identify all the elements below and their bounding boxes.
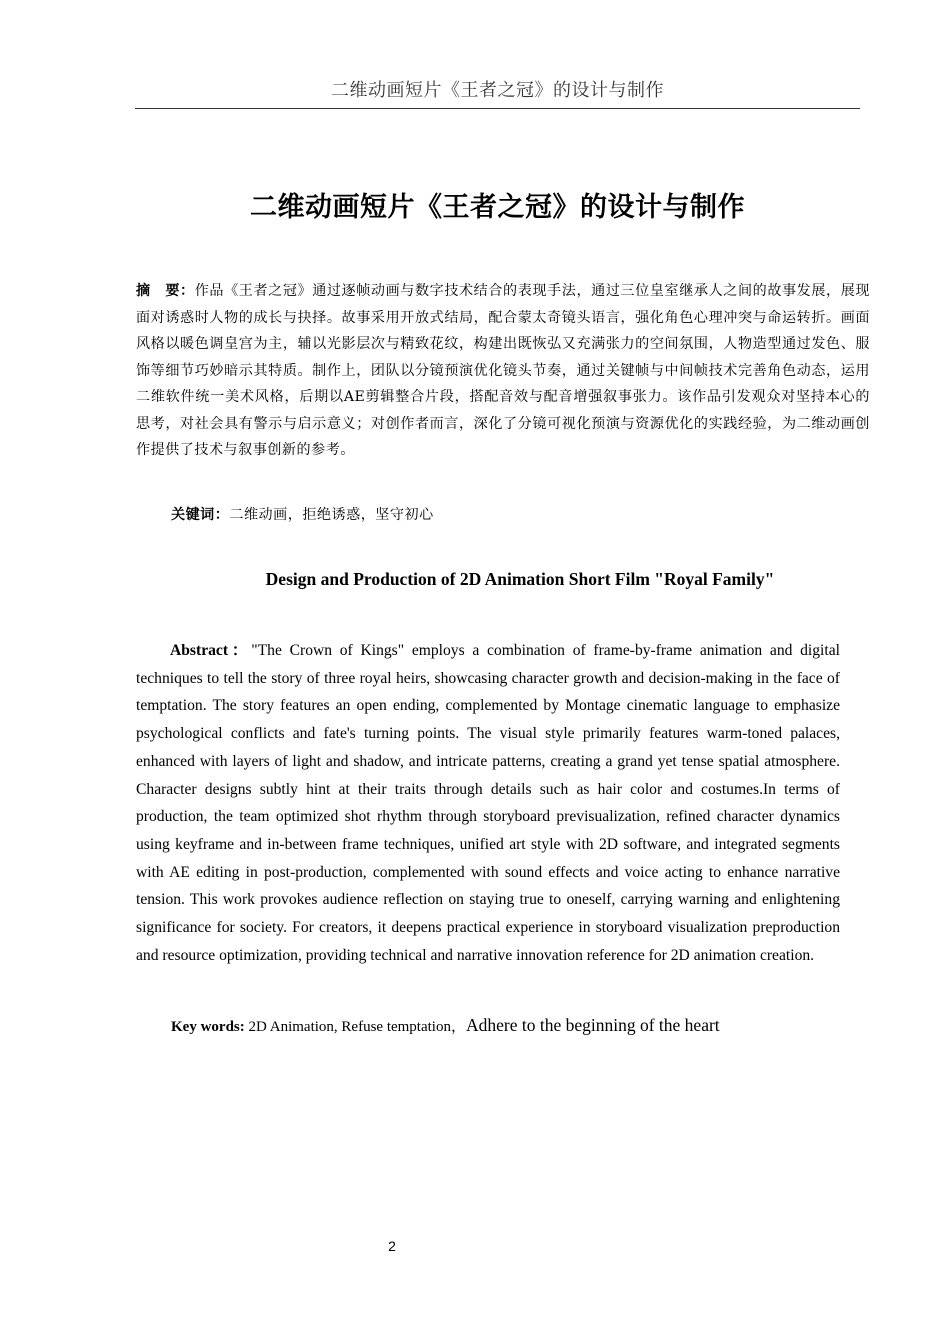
- running-header: 二维动画短片《王者之冠》的设计与制作: [331, 80, 664, 101]
- chinese-abstract-label: 摘 要：: [136, 283, 195, 299]
- chinese-keywords: [171, 503, 861, 527]
- english-abstract-text: "The Crown of Kings" employs a combination of frame-by-frame animation and digital techniques to tell the story of three royal heirs, showcasing character growth and decision-making in the face of temptation. The story features an open ending, complemented by Montage cinematic language to emphasize psychological conflicts and fate's turning points. The visual style primarily features warm-toned palaces, enhanced with layers of light and shadow, and intricate patterns, creating a grand yet tense spatial atmosphere. Character designs subtly hint at their traits through details such as hair color and costumes.In terms of production, the team optimized shot rhythm through storyboard previsualization, refined character dynamics using keyframe and in-between frame techniques, unified art style with 2D software, and integrated segments with AE editing in post-production, complemented with sound effects and voice acting to enhance narrative tension. This work provokes audience reflection on staying true to oneself, carrying warning and enlightening significance for society. For creators, it deepens practical experience in storyboard visualization preproduction and resource optimization, providing technical and narrative innovation reference for 2D animation creation.: [136, 642, 840, 964]
- english-keywords-last: Adhere to the beginning of the heart: [465, 1015, 720, 1035]
- english-keywords: [171, 1011, 861, 1041]
- english-title: Design and Production of 2D Animation Short Film "Royal Family": [265, 569, 775, 589]
- chinese-abstract-text: 作品《王者之冠》通过逐帧动画与数字技术结合的表现手法，通过三位皇室继承人之间的故事发展，展现面对诱惑时人物的成长与抉择。故事采用开放式结局，配合蒙太奇镜头语言，强化角色心理冲突与命运转折。画面风格以暖色调皇宫为主，辅以光影层次与精致花纹，构建出既恢弘又充满张力的空间氛围，人物造型通过发色、服饰等细节巧妙暗示其特质。制作上，团队以分镜预演优化镜头节奏，通过关键帧与中间帧技术完善角色动态，运用二维软件统一美术风格，后期以AE剪辑整合片段，搭配音效与配音增强叙事张力。该作品引发观众对坚持本心的思考，对社会具有警示与启示意义；对创作者而言，深化了分镜可视化预演与资源优化的实践经验，为二维动画创作提供了技术与叙事创新的参考。: [136, 283, 871, 458]
- english-keywords-label: Key words:: [171, 1019, 245, 1035]
- english-keywords-text: 2D Animation, Refuse temptation，: [244, 1019, 466, 1035]
- english-abstract-label: Abstract：: [170, 642, 252, 659]
- header-divider: [135, 108, 860, 109]
- page-number: 2: [388, 1238, 396, 1254]
- english-abstract: [136, 637, 840, 969]
- chinese-keywords-text: 二维动画，拒绝诱惑，坚守初心: [229, 507, 434, 523]
- page-title: 二维动画短片《王者之冠》的设计与制作: [250, 192, 745, 223]
- chinese-abstract: [136, 278, 870, 464]
- chinese-keywords-label: 关键词：: [171, 507, 230, 523]
